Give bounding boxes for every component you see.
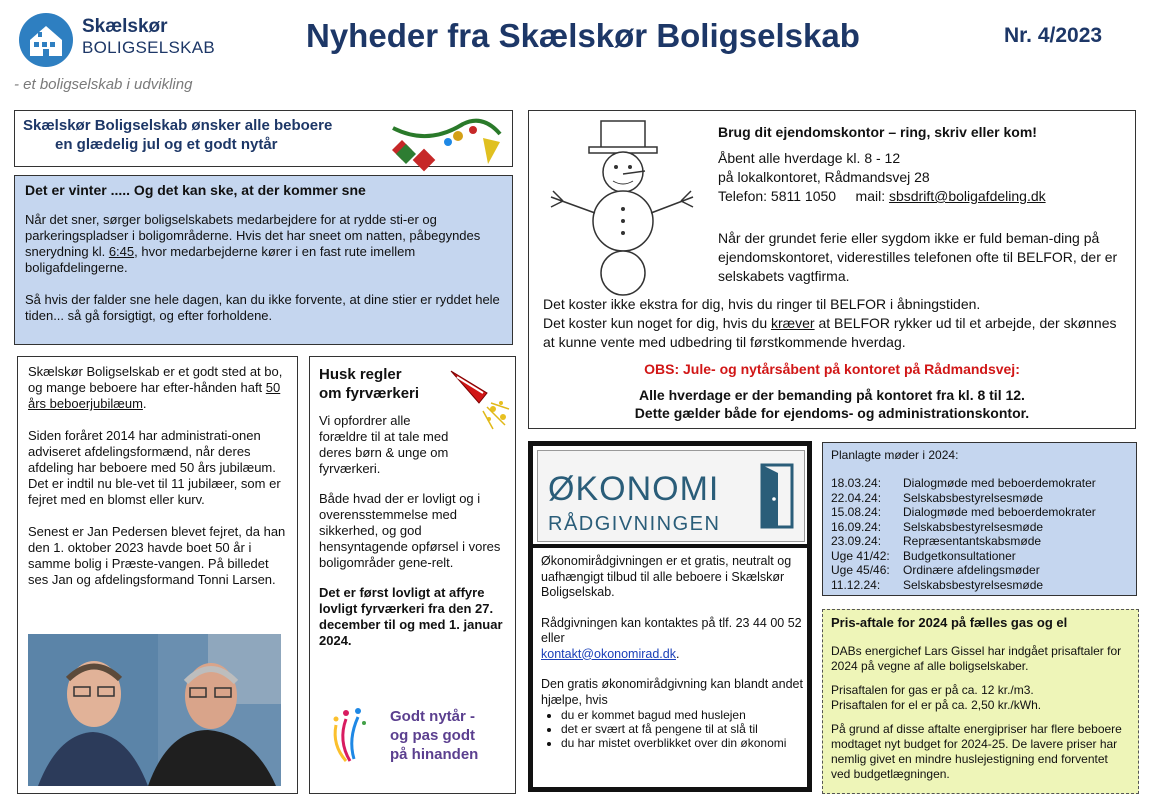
office-contact bbox=[718, 149, 1118, 206]
energy-paragraph-1: DABs energichef Lars Gissel har indgået prisaftaler for 2024 på vegne af alle boligselskaber. bbox=[831, 644, 1122, 673]
meeting-title: Ordinære afdelingsmøder bbox=[903, 563, 1040, 577]
fireworks-paragraph-3: Det er først lovligt at affyre lovligt fyrværkeri fra den 27. december til og med 1. januar 2024. bbox=[319, 585, 503, 648]
office-obs: OBS: Jule- og nytårsåbent på kontoret på Rådmandsvej: bbox=[644, 361, 1020, 377]
snow-box bbox=[14, 175, 513, 345]
tagline: - et boligselskab i udvikling bbox=[14, 76, 193, 93]
new-year-wish: Godt nytår - og pas godt på hinanden bbox=[390, 708, 479, 763]
list-item: • du er kommet bagud med huslejen bbox=[561, 708, 803, 722]
jubilee-box bbox=[17, 356, 298, 794]
economy-paragraph-3: Den gratis økonomirådgivning kan blandt andet hjælpe, hvis bbox=[541, 677, 803, 707]
house-logo-icon bbox=[16, 12, 78, 68]
meeting-title: Dialogmøde med beboerdemokrater bbox=[903, 505, 1096, 519]
meeting-row bbox=[831, 578, 1128, 593]
fireworks-box bbox=[309, 356, 516, 794]
meeting-row bbox=[831, 549, 1128, 564]
meeting-date: 11.12.24: bbox=[831, 577, 881, 592]
meeting-date: Uge 45/46: bbox=[831, 563, 890, 577]
office-hours: Åbent alle hverdage kl. 8 - 12 bbox=[718, 150, 901, 166]
office-location: på lokalkontoret, Rådmandsvej 28 bbox=[718, 169, 930, 185]
meeting-title: Selskabsbestyrelsesmøde bbox=[903, 577, 1044, 592]
list-item: • du har mistet overblikket over din økonomi bbox=[561, 736, 803, 750]
jubilee-paragraph-1: Skælskør Boligselskab er et godt sted at bo, og mange beboere har efter-hånden haft 50 års beboerjubilæum. bbox=[28, 364, 283, 411]
meeting-title: Dialogmøde med beboerdemokrater bbox=[903, 476, 1096, 490]
economy-text: Økonomirådgivningen er et gratis, neutralt og uafhængigt tilbud til alle beboere i Skælskør Boligselskab. Rådgivningen kan kontaktes på tlf. 23 44 00 52 eller kontakt@okonomirad.dk. Den gratis økonomirådgivning kan blandt andet hjælpe, hvis • du er kommet bagud med huslejen • det er svært at få pengene til at slå til • du har mistet overblikket over din økonomi bbox=[541, 554, 803, 750]
office-mail-link[interactable]: sbsdrift@boligafdeling.dk bbox=[888, 188, 1046, 204]
meeting-row bbox=[831, 505, 1128, 520]
energy-heading: Pris-aftale for 2024 på fælles gas og el bbox=[831, 615, 1068, 630]
meeting-row bbox=[831, 476, 1128, 491]
rocket-icon bbox=[443, 363, 513, 433]
economy-divider bbox=[533, 544, 807, 548]
meeting-row bbox=[831, 534, 1128, 549]
meeting-date: 15.08.24: bbox=[831, 505, 882, 519]
greeting-line2: en glædelig jul og et godt nytår bbox=[55, 136, 278, 153]
list-item: • det er svært at få pengene til at slå til bbox=[561, 722, 803, 736]
meeting-title: Selskabsbestyrelsesmøde bbox=[903, 519, 1044, 534]
logo bbox=[16, 12, 221, 74]
economy-paragraph-2: Rådgivningen kan kontaktes på tlf. 23 44 00 52 eller bbox=[541, 615, 802, 645]
meeting-row bbox=[831, 520, 1128, 535]
economy-logo-line2: RÅDGIVNINGEN bbox=[548, 513, 721, 535]
meeting-row bbox=[831, 563, 1128, 578]
jubilee-paragraph-3: Senest er Jan Pedersen blevet fejret, da han den 1. oktober 2023 havde boet 50 år i samme bolig i Præste-vangen. På billedet ses Jan og afdelingsformand Tonni Larsen. bbox=[28, 524, 286, 587]
snowman-icon bbox=[541, 117, 711, 297]
office-phone-mail: Telefon: 5811 1050 mail: sbsdrift@boligafdeling.dk bbox=[718, 188, 1046, 204]
office-bold-2: Dette gælder både for ejendoms- og administrationskontor. bbox=[634, 405, 1030, 421]
office-box bbox=[528, 110, 1136, 429]
logo-line1: Skælskør bbox=[82, 16, 168, 37]
economy-box bbox=[528, 441, 812, 792]
snow-paragraph-1: Når det sner, sørger boligselskabets medarbejdere for at rydde sti-er og parkeringspladser i boligområderne. Hvis det har sneet om natten, påbegyndes snerydning kl. 6:45, hvor medarbejderne kører i en fast rute imellem boligafdelingerne. bbox=[25, 212, 481, 275]
energy-paragraph-2a: Prisaftalen for gas er på ca. 12 kr./m3. bbox=[831, 683, 1034, 697]
economy-bullet-list bbox=[541, 708, 803, 750]
office-bold-1: Alle hverdage er der bemanding på kontoret fra kl. 8 til 12. bbox=[639, 387, 1025, 403]
meetings-box bbox=[822, 442, 1137, 596]
office-vacation-text: Når der grundet ferie eller sygdom ikke er fuld beman-ding på ejendomskontoret, viderestilles telefonen ofte til BELFOR, der er selskabets vagtfirma. bbox=[718, 230, 1118, 284]
meeting-row bbox=[831, 491, 1128, 506]
economy-logo bbox=[537, 450, 805, 542]
fireworks-heading-1: Husk regler bbox=[319, 366, 402, 383]
snow-paragraph-2: Så hvis der falder sne hele dagen, kan du ikke forvente, at dine stier er ryddet hele tiden... så gå forsigtigt, og efter forholdene. bbox=[25, 292, 500, 323]
meetings-list bbox=[831, 476, 1128, 592]
sparkler-icon bbox=[328, 701, 368, 763]
economy-email-link[interactable]: kontakt@okonomirad.dk bbox=[541, 646, 676, 661]
jubilee-photo bbox=[28, 634, 281, 786]
greeting-line1: Skælskør Boligselskab ønsker alle beboere bbox=[23, 117, 333, 134]
fireworks-paragraph-1: Vi opfordrer alle forældre til at tale med deres børn & unge om fyrværkeri. bbox=[319, 413, 449, 476]
meeting-title: Selskabsbestyrelsesmøde bbox=[903, 490, 1044, 505]
meeting-date: 23.09.24: bbox=[831, 534, 882, 548]
fireworks-heading-2: om fyrværkeri bbox=[319, 385, 420, 402]
page-title: Nyheder fra Skælskør Boligselskab bbox=[306, 17, 860, 54]
economy-logo-line1: ØKONOMI bbox=[548, 470, 720, 508]
door-icon bbox=[760, 463, 796, 529]
meeting-date: 22.04.24: bbox=[831, 490, 882, 505]
christmas-garland-icon bbox=[388, 116, 508, 176]
energy-box bbox=[822, 609, 1139, 794]
jubilee-paragraph-2: Siden foråret 2014 har administrati-onen adviseret afdelingsformænd, når deres afdeling har beboere med 50 års jubilæum. Det er indtil nu ble-vet til 11 jubilæer, som er fejret med en blomst eller kurv. bbox=[28, 428, 281, 507]
meeting-title: Budgetkonsultationer bbox=[903, 548, 1016, 563]
energy-paragraph-2b: Prisaftalen for el er på ca. 2,50 kr./kWh. bbox=[831, 698, 1042, 712]
office-heading: Brug dit ejendomskontor – ring, skriv eller kom! bbox=[718, 124, 1037, 140]
meetings-heading: Planlagte møder i 2024: bbox=[831, 448, 959, 462]
economy-paragraph-1: Økonomirådgivningen er et gratis, neutralt og uafhængigt tilbud til alle beboere i Skælskør Boligselskab. bbox=[541, 554, 792, 599]
meeting-date: 18.03.24: bbox=[831, 476, 882, 490]
logo-line2: BOLIGSELSKAB bbox=[82, 38, 216, 57]
meeting-date: 16.09.24: bbox=[831, 519, 882, 534]
meeting-title: Repræsentantskabsmøde bbox=[903, 534, 1042, 548]
fireworks-paragraph-2: Både hvad der er lovligt og i overensstemmelse med sikkerhed, og god hensyntagende opførsel i vores boligområder gene-relt. bbox=[319, 491, 501, 570]
meeting-date: Uge 41/42: bbox=[831, 548, 890, 563]
snow-title: Det er vinter ..... Og det kan ske, at der kommer sne bbox=[25, 182, 366, 198]
energy-paragraph-3: På grund af disse aftalte energipriser har flere beboere modtaget nyt budget for 2024-25. De lavere priser har nemlig givet en mindre huslejestigning end forventet ved budgetlægningen. bbox=[831, 722, 1122, 781]
issue-number: Nr. 4/2023 bbox=[1004, 24, 1103, 47]
office-cost-text: Det koster ikke ekstra for dig, hvis du ringer til BELFOR i åbningstiden. Det koster kun noget for dig, hvis du kræver at BELFOR rykker ud til et arbejde, der skønnes at kunne vente med udbedring til førstkommende hverdag. bbox=[543, 296, 1117, 350]
